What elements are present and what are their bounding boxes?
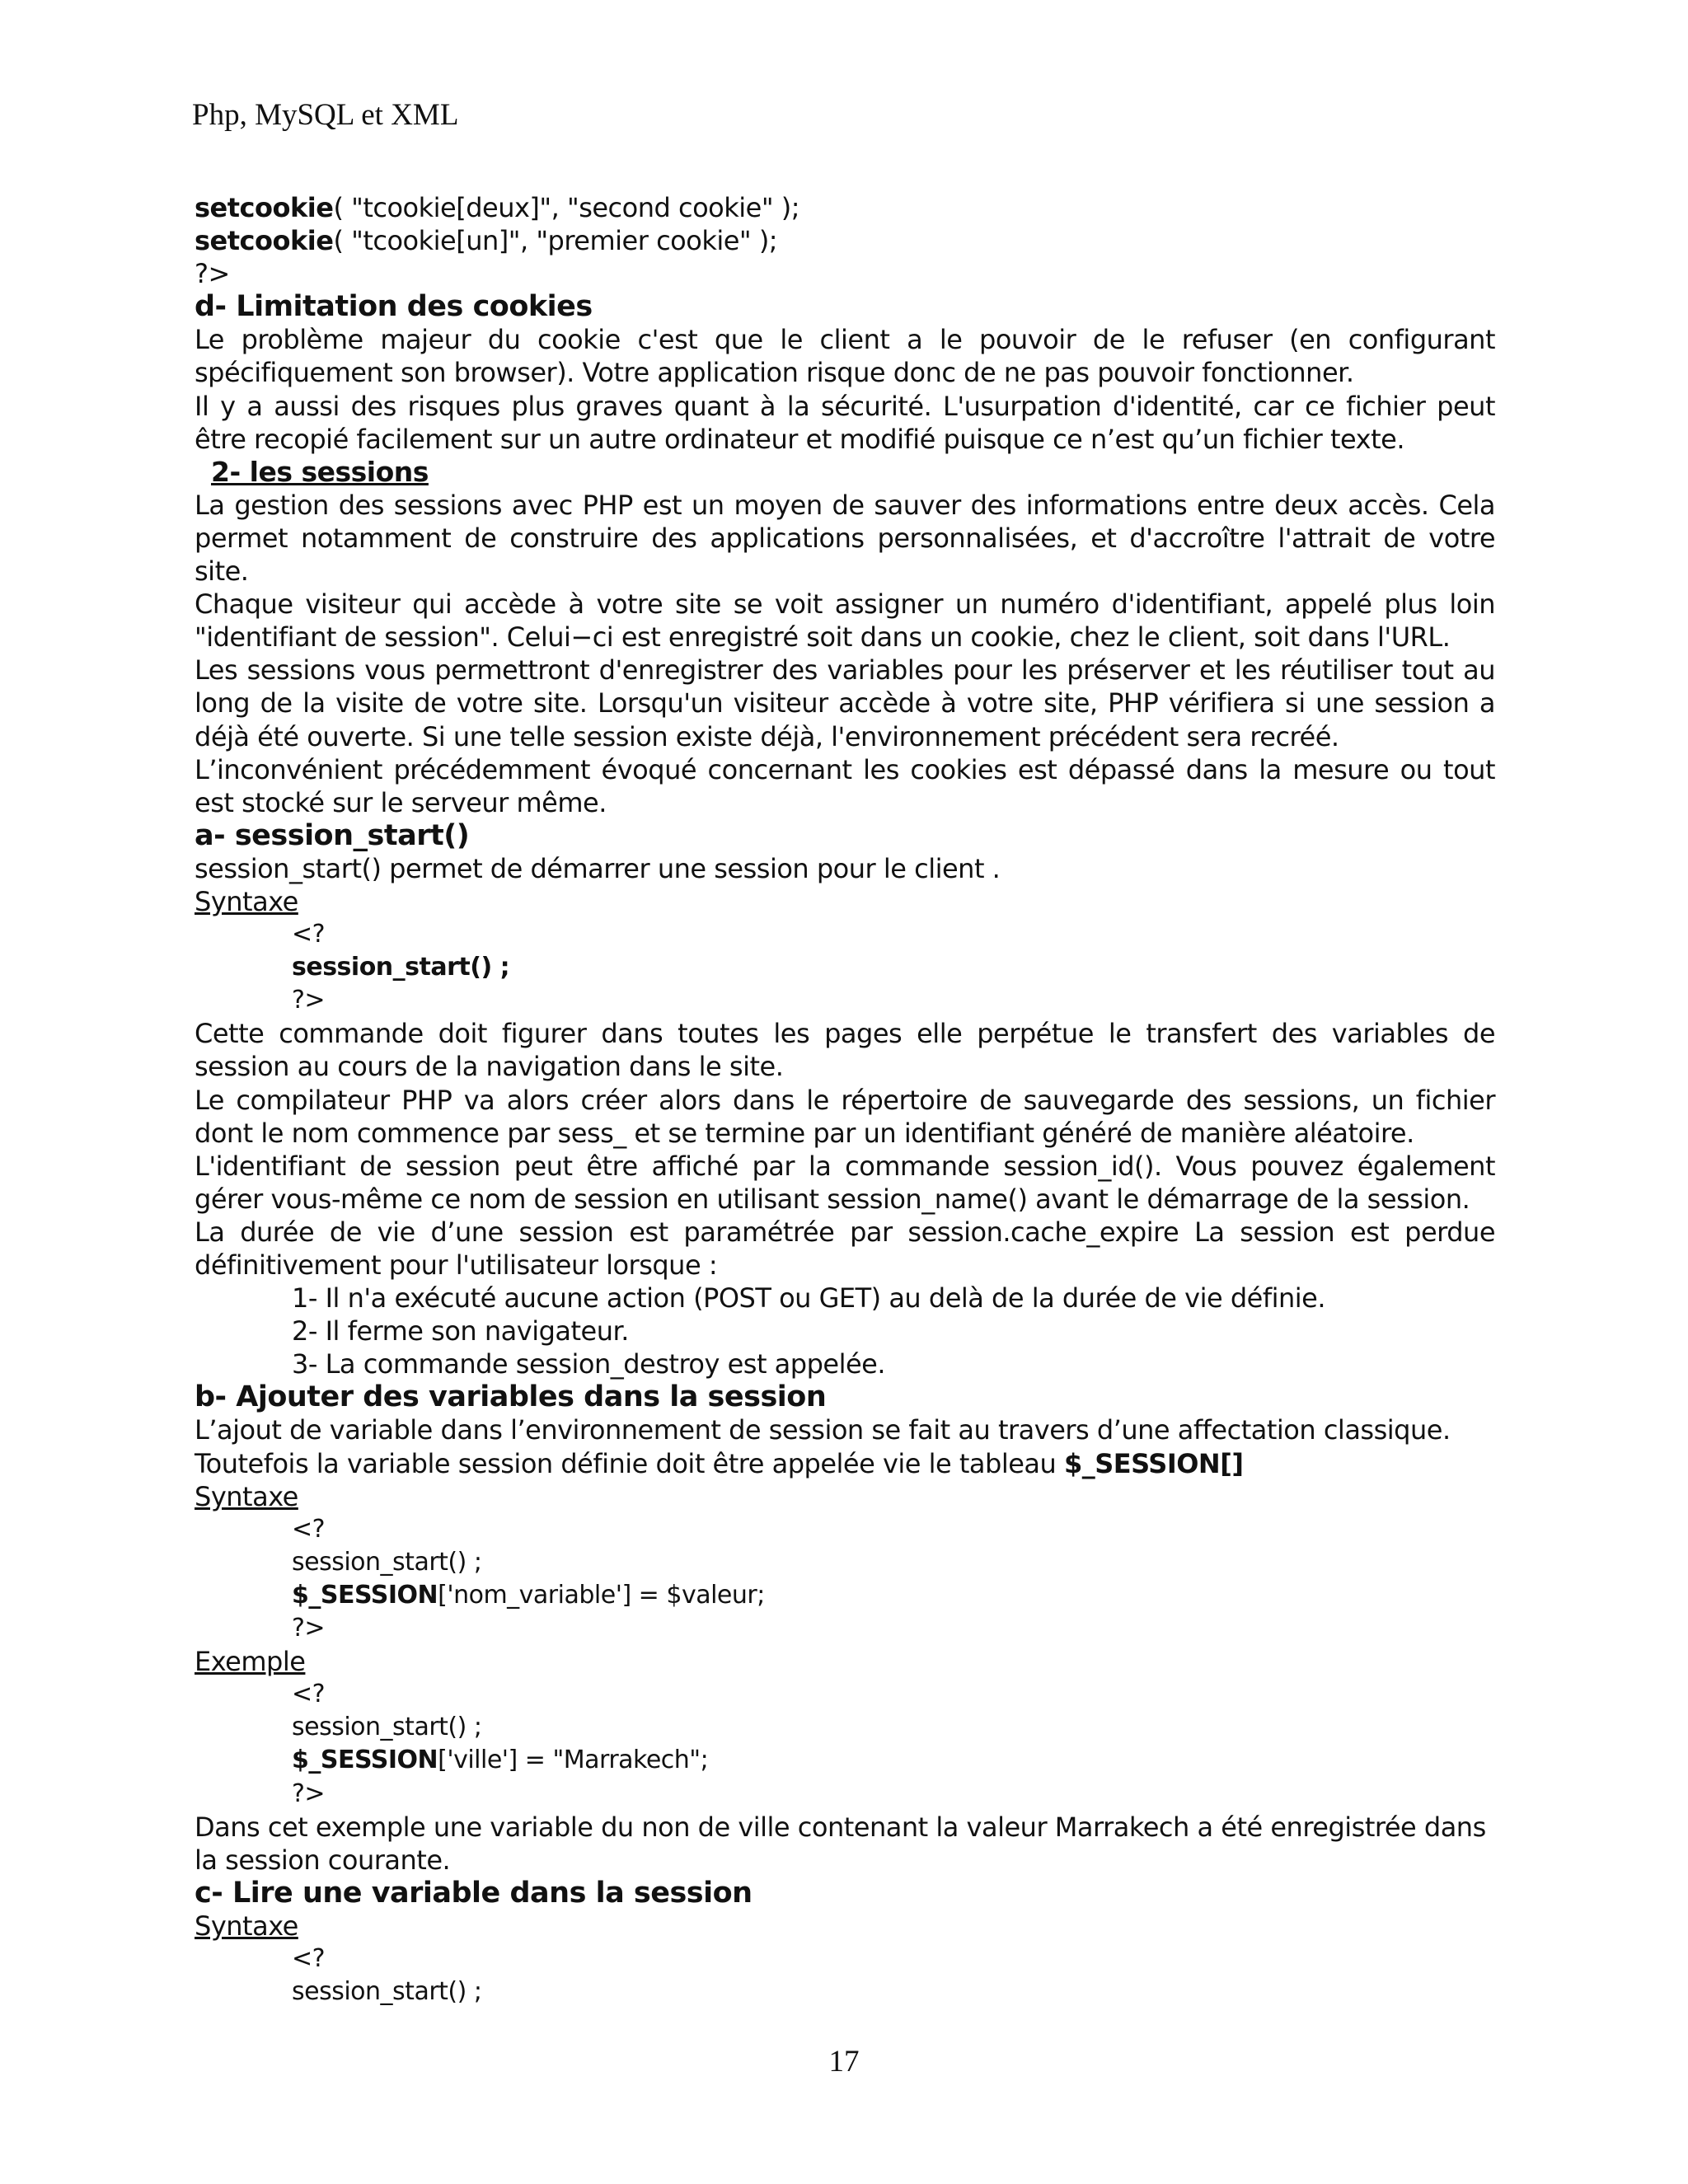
code-keyword: session_start() ;	[292, 953, 510, 982]
section-heading: c- Lire une variable dans la session	[195, 1876, 753, 1910]
paragraph: session_start() permet de démarrer une session pour le client .	[195, 852, 1001, 884]
code-line: <?	[292, 1514, 326, 1544]
code-keyword: setcookie	[195, 192, 334, 223]
code-text: ( "tcookie[un]", "premier cookie" );	[333, 225, 778, 257]
list-item: 3- La commande session_destroy est appelée.	[292, 1348, 886, 1380]
code-keyword: $_SESSION	[292, 1746, 438, 1775]
page-header: Php, MySQL et XML	[192, 98, 459, 132]
paragraph: La durée de vie d’une session est paramétrée par session.cache_expire La session est perdue définitivement pour l'utilisateur lorsque :	[195, 1216, 1495, 1281]
paragraph: Les sessions vous permettront d'enregistrer des variables pour les préserver et les réutiliser tout au long de la visite de votre site. Lorsqu'un visiteur accède à votre site, PHP vérifiera si une session a déjà été ouverte. Si une telle session existe déjà, l'environnement précédent sera recréé.	[195, 654, 1495, 752]
example-label: Exemple	[195, 1646, 306, 1678]
code-line: ?>	[195, 258, 230, 290]
code-line	[195, 1579, 1495, 1612]
paragraph: Le problème majeur du cookie c'est que le client a le pouvoir de le refuser (en configurant spécifiquement son browser). Votre application risque donc de ne pas pouvoir fonctionner.	[195, 324, 1495, 389]
code-line	[195, 1744, 1495, 1777]
syntax-label: Syntaxe	[195, 885, 298, 917]
page-number: 17	[828, 2045, 860, 2079]
code-keyword: setcookie	[195, 225, 334, 257]
syntax-label: Syntaxe	[195, 1480, 298, 1512]
code-line: session_start() ;	[292, 1547, 482, 1577]
code-keyword: $_SESSION[]	[1063, 1447, 1244, 1479]
section-heading: d- Limitation des cookies	[195, 290, 593, 324]
code-line: <?	[292, 920, 326, 949]
code-text: ['ville'] = "Marrakech";	[438, 1746, 709, 1775]
paragraph: Dans cet exemple une variable du non de ville contenant la valeur Marrakech a été enregistrée dans la session courante.	[195, 1811, 1486, 1876]
section-heading: 2- les sessions	[211, 455, 429, 488]
paragraph: L’inconvénient précédemment évoqué concernant les cookies est dépassé dans la mesure ou tout est stocké sur le serveur même.	[195, 753, 1495, 818]
code-line: ?>	[292, 1614, 326, 1643]
code-line: <?	[292, 1943, 326, 1973]
list-item: 2- Il ferme son navigateur.	[292, 1315, 629, 1347]
paragraph: La gestion des sessions avec PHP est un moyen de sauver des informations entre deux accès. Cela permet notamment de construire des applications personnalisées, et d'accroître l'attrait de votre site.	[195, 489, 1495, 588]
code-text: ( "tcookie[deux]", "second cookie" );	[333, 192, 799, 223]
list-item: 1- Il n'a exécuté aucune action (POST ou GET) au delà de la durée de vie définie.	[292, 1282, 1326, 1315]
paragraph: L'identifiant de session peut être affiché par la commande session_id(). Vous pouvez également gérer vous-même ce nom de session en utilisant session_name() avant le démarrage de la session.	[195, 1150, 1495, 1215]
paragraph: Il y a aussi des risques plus graves quant à la sécurité. L'usurpation d'identité, car ce fichier peut être recopié facilement sur un autre ordinateur et modifié puisque ce n’est qu’un fichier texte.	[195, 390, 1495, 455]
paragraph	[195, 1447, 1495, 1480]
code-line: <?	[292, 1680, 326, 1709]
page-content	[195, 191, 1495, 2008]
code-line: ?>	[292, 1779, 326, 1808]
code-line	[195, 191, 1495, 224]
section-heading: b- Ajouter des variables dans la session	[195, 1380, 827, 1414]
code-text: ['nom_variable'] = $valeur;	[438, 1580, 765, 1610]
section-heading: a- session_start()	[195, 818, 470, 852]
code-line: ?>	[292, 986, 326, 1015]
code-keyword: $_SESSION	[292, 1580, 438, 1610]
paragraph: Cette commande doit figurer dans toutes les pages elle perpétue le transfert des variables de session au cours de la navigation dans le site.	[195, 1018, 1495, 1083]
code-line	[195, 224, 1495, 257]
code-line	[195, 951, 1495, 984]
syntax-label: Syntaxe	[195, 1910, 298, 1942]
code-line: session_start() ;	[292, 1977, 482, 2007]
paragraph: Chaque visiteur qui accède à votre site se voit assigner un numéro d'identifiant, appelé plus loin "identifiant de session". Celui−ci est enregistré soit dans un cookie, chez le client, soit dans l'URL.	[195, 588, 1495, 654]
paragraph-text: Toutefois la variable session définie doit être appelée vie le tableau	[195, 1447, 1064, 1479]
paragraph: L’ajout de variable dans l’environnement de session se fait au travers d’une affectation classique.	[195, 1414, 1451, 1446]
paragraph: Le compilateur PHP va alors créer alors dans le répertoire de sauvegarde des sessions, un fichier dont le nom commence par sess_ et se termine par un identifiant généré de manière aléatoire.	[195, 1084, 1495, 1149]
code-line: session_start() ;	[292, 1713, 482, 1742]
